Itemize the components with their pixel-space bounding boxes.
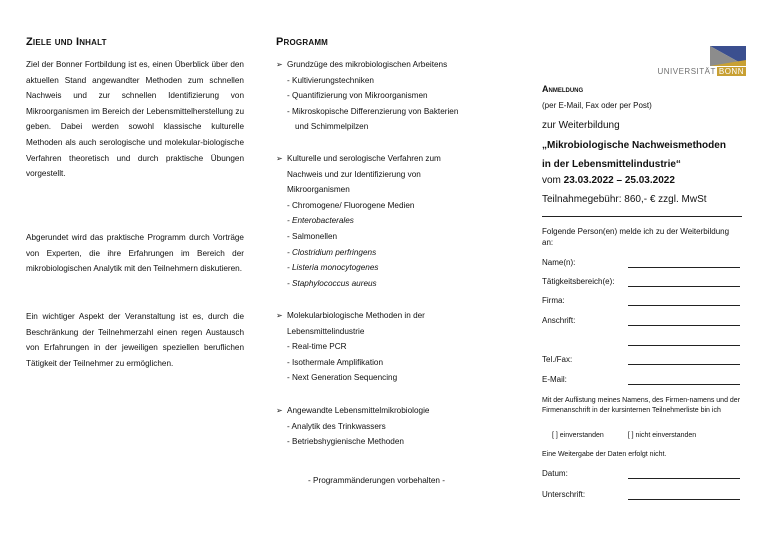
program-item: - Kultivierungstechniken [287, 75, 374, 85]
registration-title: Anmeldung [542, 84, 584, 94]
program-item: - Staphylococcus aureus [287, 278, 377, 288]
course-fee: Teilnahmegebühr: 860,- € zzgl. MwSt [542, 194, 707, 205]
program-group-3 [276, 308, 476, 386]
consent-text: Mit der Auflistung meines Namens, des Firmen-namens und der Firmenanschrift in der kursinternen Teilnehmerliste bin ich [542, 397, 741, 414]
registration-intro: Folgende Person(en) melde ich zu der Weiterbildung an: [542, 227, 730, 247]
program-item: - Clostridium perfringens [287, 247, 377, 257]
logo-word-universitaet: UNIVERSITÄT [657, 67, 716, 76]
goals-column [26, 0, 244, 543]
taetigkeitsbereich-label: Tätigkeitsbereich(e): [542, 277, 615, 286]
program-group-title [276, 151, 476, 198]
university-logo-icon [710, 46, 746, 66]
university-logo-text [657, 67, 746, 76]
registration-subtitle: (per E-Mail, Fax oder per Post) [542, 101, 652, 110]
university-logo [650, 46, 746, 80]
taetigkeitsbereich-line[interactable] [628, 286, 740, 287]
program-item: - Real-time PCR [287, 342, 347, 352]
datum-label: Datum: [542, 469, 568, 478]
unterschrift-label: Unterschrift: [542, 490, 586, 499]
program-group-1 [276, 57, 476, 135]
program-item: - Salmonellen [287, 231, 338, 241]
registration-column [542, 0, 745, 543]
program-group-title-text: Kulturelle und serologische Verfahren zum Nachweis und zur Identifizierung von Mikroorganismen [287, 154, 441, 195]
arrow-bullet-icon: ➢ [276, 154, 283, 163]
name-label: Name(n): [542, 258, 576, 267]
program-item: - Enterobacterales [287, 216, 354, 226]
goals-paragraph-3: Ein wichtiger Aspekt der Veranstaltung ist es, durch die Beschränkung der Teilnehmerzahl einen regen Austausch von Erfahrungen in der jeweiligen speziellen beruflichen Tätigkeit der Teilnehmer zu ermöglichen. [26, 312, 244, 368]
program-group-title-text: Angewandte Lebensmittelmikrobiologie [287, 406, 430, 415]
name-line[interactable] [628, 267, 740, 268]
logo-word-bonn: BONN [718, 67, 744, 76]
anschrift-label: Anschrift: [542, 316, 576, 325]
firma-label: Firma: [542, 296, 565, 305]
course-title-line-1: „Mikrobiologische Nachweismethoden [542, 140, 726, 151]
program-item: - Analytik des Trinkwassers [287, 421, 386, 431]
email-label: E-Mail: [542, 375, 567, 384]
anschrift-line[interactable] [628, 325, 740, 326]
program-item: - Mikroskopische Differenzierung von Bakterien [287, 106, 459, 116]
course-dates [542, 175, 675, 186]
program-group-2 [276, 151, 476, 291]
program-note: - Programmänderungen vorbehalten - [308, 476, 445, 485]
program-item: - Next Generation Sequencing [287, 373, 398, 383]
program-item: - Betriebshygienische Methoden [287, 437, 404, 447]
program-item: - Chromogene/ Fluorogene Medien [287, 200, 415, 210]
program-heading: Programm [276, 36, 329, 48]
program-group-title-text: Grundzüge des mikrobiologischen Arbeitens [287, 60, 448, 69]
arrow-bullet-icon: ➢ [276, 60, 283, 69]
tel-fax-label: Tel./Fax: [542, 355, 573, 364]
program-item: - Isothermale Amplifikation [287, 357, 384, 367]
course-dates-range: 23.03.2022 – 25.03.2022 [563, 175, 675, 186]
program-item: - Quantifizierung von Mikroorganismen [287, 91, 428, 101]
consent-yes-checkbox[interactable]: [ ] einverstanden [552, 432, 604, 439]
tel-fax-line[interactable] [628, 364, 740, 365]
unterschrift-line[interactable] [628, 499, 740, 500]
goals-heading: Ziele und Inhalt [26, 36, 107, 48]
program-group-title [276, 403, 476, 419]
data-sharing-note: Eine Weitergabe der Daten erfolgt nicht. [542, 451, 667, 458]
goals-paragraph-2: Abgerundet wird das praktische Programm durch Vorträge von Experten, die ihre Erfahrungen im Bereich der mikrobiologischen Analytik mit den Teilnehmern diskutieren. [26, 233, 244, 274]
program-group-title [276, 308, 476, 339]
consent-no-checkbox[interactable]: [ ] nicht einverstanden [627, 432, 697, 439]
course-title [542, 136, 752, 174]
registration-zur: zur Weiterbildung [542, 120, 620, 131]
datum-line[interactable] [628, 478, 740, 479]
anschrift-line-2[interactable] [628, 345, 740, 346]
program-group-title [276, 57, 476, 73]
email-line[interactable] [628, 384, 740, 385]
program-group-title-text: Molekularbiologische Methoden in der Lebensmittelindustrie [287, 311, 425, 336]
course-title-line-2: in der Lebensmittelindustrie“ [542, 159, 681, 170]
firma-line[interactable] [628, 305, 740, 306]
program-item: - Listeria monocytogenes [287, 263, 379, 273]
arrow-bullet-icon: ➢ [276, 311, 283, 320]
goals-paragraph-1: Ziel der Bonner Fortbildung ist es, einen Überblick über den aktuellen Stand angewandter Methoden zum schnellen Nachweis und zur schnellen Identifizierung von Mikroorganismen im Bereich der Lebensmittelherstellung zu geben. Dabei werden sowohl klassische kulturelle Methoden als auch serologische und molekular-biologische Verfahren theoretisch und durch praktische Übungen vorgestellt. [26, 60, 244, 179]
divider [542, 216, 742, 217]
program-column [276, 0, 476, 543]
arrow-bullet-icon: ➢ [276, 406, 283, 415]
program-item: und Schimmelpilzen [295, 122, 369, 132]
program-group-4 [276, 403, 476, 450]
consent-choices [552, 432, 718, 439]
course-dates-prefix: vom [542, 175, 564, 186]
